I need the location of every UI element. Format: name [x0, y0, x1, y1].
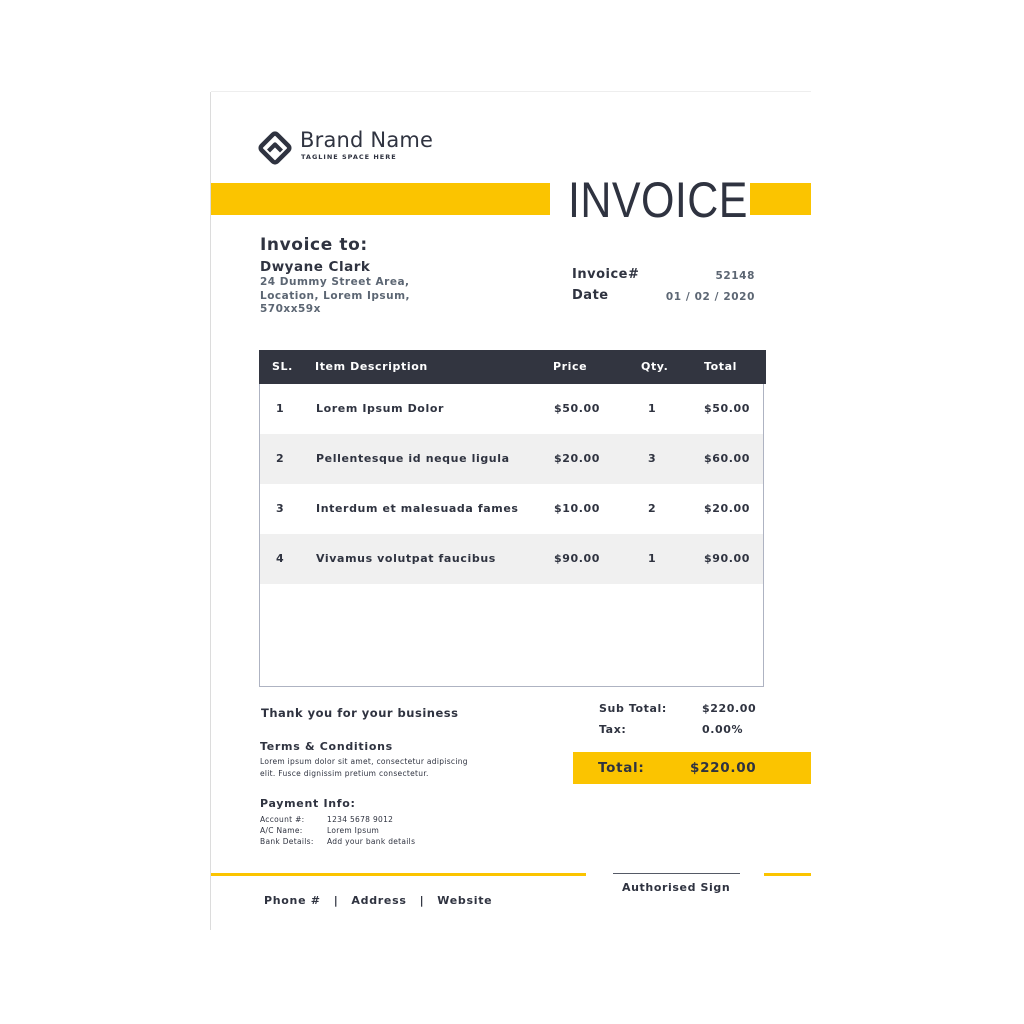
- row-qty: 1: [648, 552, 657, 565]
- date-label: Date: [572, 288, 609, 303]
- footer-separator: |: [333, 894, 339, 907]
- header-accent-bar-right: [750, 183, 811, 215]
- invoice-to-label: Invoice to:: [260, 235, 368, 255]
- terms-text: Lorem ipsum dolor sit amet, consectetur adipiscing: [260, 757, 468, 766]
- row-qty: 3: [648, 452, 657, 465]
- row-price: $20.00: [554, 452, 601, 465]
- client-address-line: Location, Lorem Ipsum,: [260, 290, 411, 302]
- invoice-page: [211, 92, 811, 930]
- row-total: $20.00: [704, 502, 751, 515]
- invoice-number-label: Invoice#: [572, 267, 640, 282]
- brand-name: Brand Name: [300, 128, 434, 152]
- row-qty: 1: [648, 402, 657, 415]
- payment-value: Add your bank details: [327, 837, 416, 846]
- row-sl: 4: [276, 552, 285, 565]
- invoice-title: INVOICE: [568, 172, 748, 228]
- row-total: $90.00: [704, 552, 751, 565]
- footer-contact: [264, 894, 492, 907]
- footer-website: Website: [437, 894, 493, 907]
- row-description: Pellentesque id neque ligula: [316, 452, 510, 465]
- payment-value: Lorem Ipsum: [327, 826, 380, 835]
- footer-address: Address: [351, 894, 407, 907]
- row-price: $90.00: [554, 552, 601, 565]
- brand-tagline: TAGLINE SPACE HERE: [301, 153, 397, 161]
- row-sl: 2: [276, 452, 285, 465]
- payment-info-title: Payment Info:: [260, 797, 356, 810]
- client-address-line: 24 Dummy Street Area,: [260, 276, 410, 288]
- header-total: Total: [704, 360, 738, 373]
- header-price: Price: [553, 360, 588, 373]
- row-price: $50.00: [554, 402, 601, 415]
- client-name: Dwyane Clark: [260, 259, 371, 275]
- diamond-house-icon: [257, 130, 293, 166]
- row-sl: 3: [276, 502, 285, 515]
- authorised-sign: Authorised Sign: [622, 881, 731, 894]
- thanks-message: Thank you for your business: [261, 706, 459, 720]
- payment-value: 1234 5678 9012: [327, 815, 394, 824]
- table-row: [260, 484, 763, 534]
- subtotal-value: $220.00: [702, 702, 757, 715]
- items-table: [259, 350, 764, 687]
- row-price: $10.00: [554, 502, 601, 515]
- terms-title: Terms & Conditions: [260, 740, 393, 753]
- footer-accent-line-right: [764, 873, 811, 876]
- total-label: Total:: [598, 760, 645, 776]
- footer-accent-line-left: [211, 873, 586, 876]
- footer-phone: Phone #: [264, 894, 321, 907]
- total-bar: [573, 752, 811, 784]
- header-description: Item Description: [315, 360, 428, 373]
- table-row: [260, 384, 763, 434]
- table-row: [260, 534, 763, 584]
- header-sl: SL.: [272, 360, 293, 373]
- table-header: [259, 350, 766, 384]
- header-accent-bar-left: [211, 183, 550, 215]
- payment-label: A/C Name:: [260, 826, 303, 835]
- row-description: Lorem Ipsum Dolor: [316, 402, 445, 415]
- header-qty: Qty.: [641, 360, 669, 373]
- signature-line: [613, 873, 740, 874]
- terms-text: elit. Fusce dignissim pretium consectetur.: [260, 769, 429, 778]
- tax-label: Tax:: [599, 723, 627, 736]
- footer-separator: |: [419, 894, 425, 907]
- row-qty: 2: [648, 502, 657, 515]
- invoice-number: 52148: [715, 270, 755, 282]
- payment-label: Bank Details:: [260, 837, 314, 846]
- row-total: $60.00: [704, 452, 751, 465]
- table-row: [260, 434, 763, 484]
- tax-value: 0.00%: [702, 723, 744, 736]
- row-total: $50.00: [704, 402, 751, 415]
- invoice-date: 01 / 02 / 2020: [665, 291, 755, 303]
- client-address-line: 570xx59x: [260, 303, 321, 315]
- payment-label: Account #:: [260, 815, 305, 824]
- row-sl: 1: [276, 402, 285, 415]
- row-description: Interdum et malesuada fames: [316, 502, 519, 515]
- row-description: Vivamus volutpat faucibus: [316, 552, 496, 565]
- subtotal-label: Sub Total:: [599, 702, 667, 715]
- total-value: $220.00: [690, 760, 757, 776]
